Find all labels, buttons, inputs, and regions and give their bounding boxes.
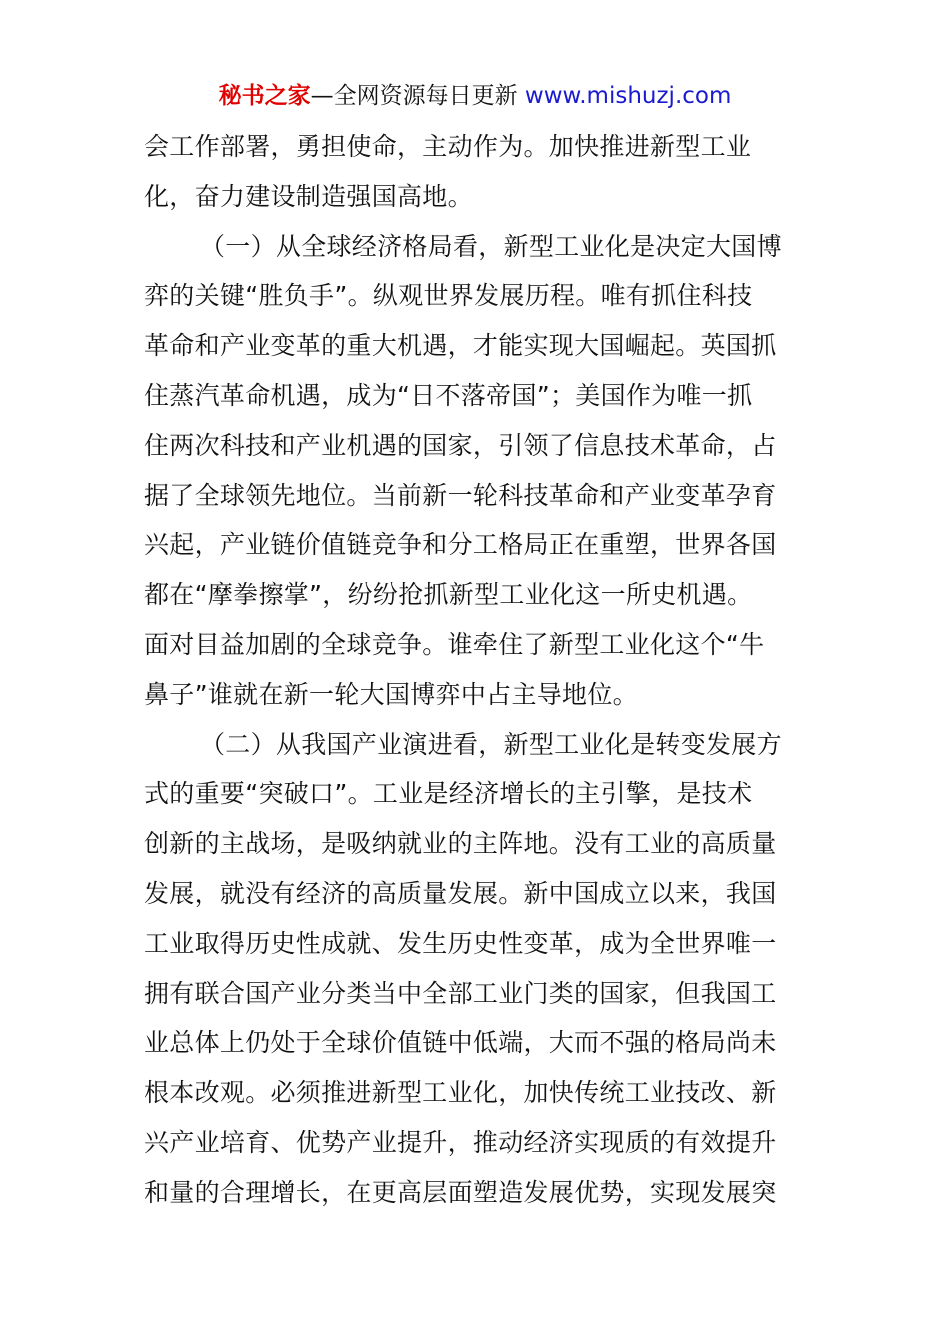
text-line: 式的重要“突破口”。工业是经济增长的主引擎，是技术 [144,779,753,809]
text-line: 发展，就没有经济的高质量发展。新中国成立以来，我国 [144,878,777,908]
text-line: 都在“摩拳擦掌”，纷纷抢抓新型工业化这一所史机遇。 [144,580,753,610]
header-brand: 秘书之家 [218,83,311,109]
text-line: 据了全球领先地位。当前新一轮科技革命和产业变革孕育 [144,480,777,510]
text-line: 拥有联合国产业分类当中全部工业门类的国家，但我国工 [144,978,777,1008]
text-line: 面对目益加剧的全球竞争。谁牵住了新型工业化这个“牛 [144,629,765,659]
text-line: 鼻子”谁就在新一轮大国博弈中占主导地位。 [144,679,638,709]
text-line: （一）从全球经济格局看，新型工业化是决定大国博 [200,231,782,261]
text-line: 兴起，产业链价值链竞争和分工格局正在重塑，世界各国 [144,530,777,560]
text-line: 和量的合理增长，在更高层面塑造发展优势，实现发展突 [144,1177,777,1207]
text-line: （二）从我国产业演进看，新型工业化是转变发展方 [200,729,782,759]
text-line: 兴产业培育、优势产业提升，推动经济实现质的有效提升 [144,1127,777,1157]
text-line: 根本改观。必须推进新型工业化，加快传统工业技改、新 [144,1078,777,1108]
text-line: 工业取得历史性成就、发生历史性变革，成为全世界唯一 [144,928,777,958]
text-line: 革命和产业变革的重大机遇，才能实现大国崛起。英国抓 [144,331,777,361]
header-tagline: —全网资源每日更新 [310,83,525,109]
text-line: 弈的关键“胜负手”。纵观世界发展历程。唯有抓住科技 [144,281,753,311]
text-line: 创新的主战场，是吸纳就业的主阵地。没有工业的高质量 [144,829,777,859]
text-line: 住两次科技和产业机遇的国家，引领了信息技术革命，占 [144,430,777,460]
page-header [0,80,950,112]
header-url[interactable]: www.mishuzj.com [524,83,732,109]
document-body [144,122,806,1218]
text-line: 会工作部署，勇担使命，主动作为。加快推进新型工业 [144,132,752,161]
text-line: 住蒸汽革命机遇，成为“日不落帝国”；美国作为唯一抓 [144,380,753,410]
text-line: 业总体上仍处于全球价值链中低端，大而不强的格局尚未 [144,1028,777,1058]
text-line: 化，奋力建设制造强国高地。 [144,181,473,211]
